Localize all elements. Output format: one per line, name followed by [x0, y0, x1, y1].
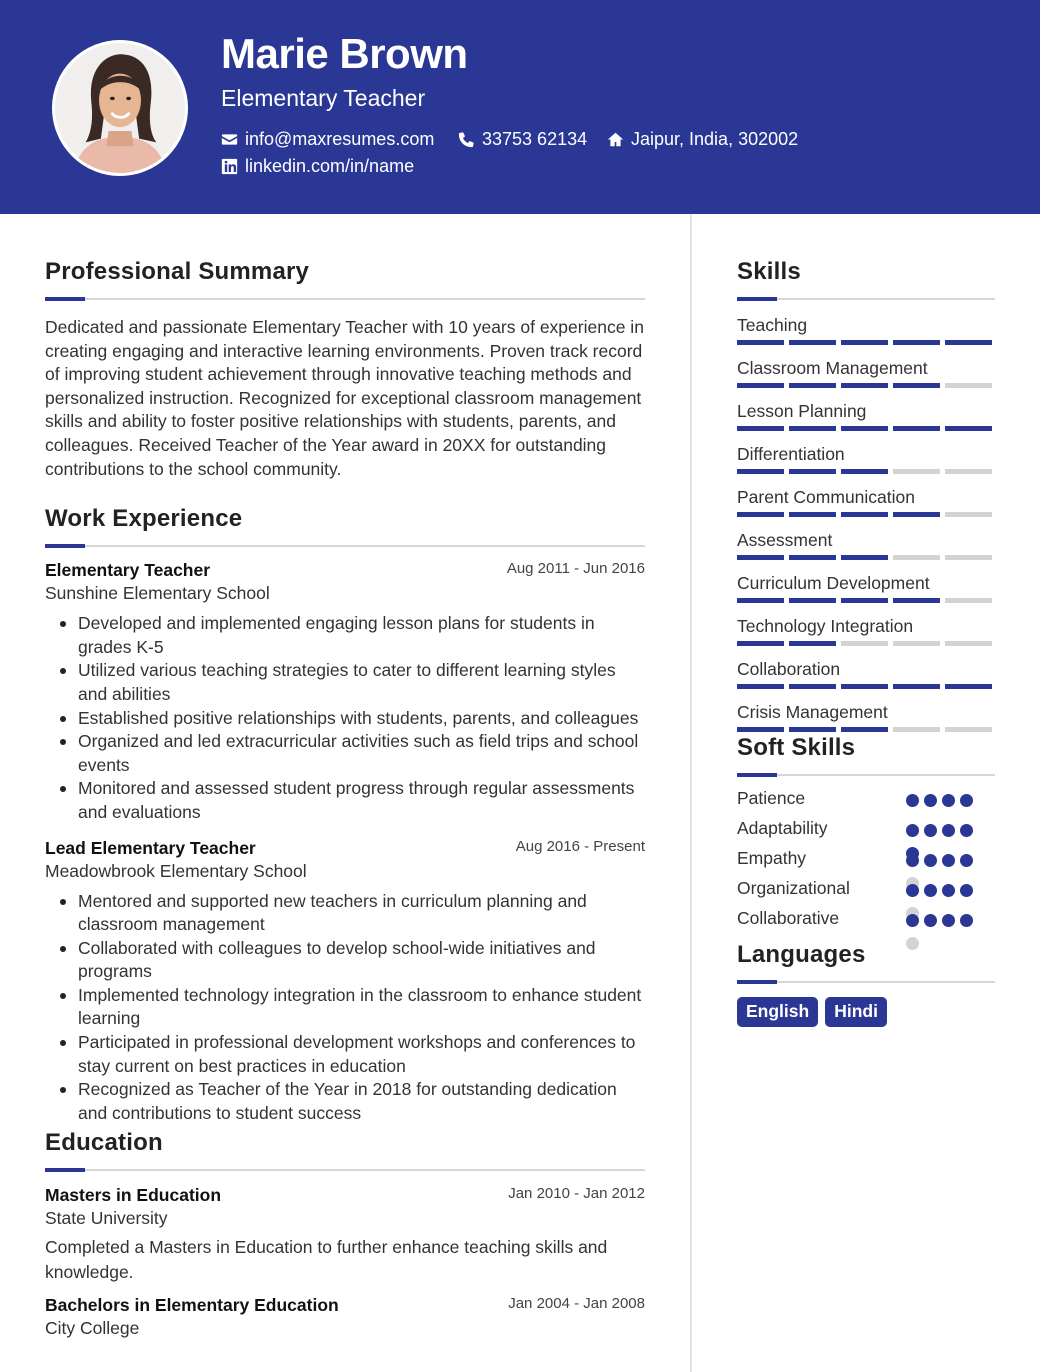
section-rule: [45, 545, 645, 547]
skill-item: [737, 487, 995, 530]
list-item: Established positive relationships with students, parents, and colleagues: [45, 707, 645, 731]
skill-name: Collaboration: [737, 659, 841, 679]
skill-level-segment: [841, 469, 888, 474]
list-item: Organized and led extracurricular activities such as field trips and school events: [45, 730, 645, 777]
rating-dot: [942, 794, 955, 807]
candidate-name: Marie Brown: [221, 30, 468, 77]
contact-linkedin-text: linkedin.com/in/name: [245, 156, 415, 176]
soft-skill-item: [737, 908, 995, 938]
section-rule: [45, 1169, 645, 1171]
skill-name: Classroom Management: [737, 358, 928, 378]
skill-level-segment: [945, 469, 992, 474]
job-entry: [45, 838, 645, 1126]
education-entry: [45, 1295, 645, 1339]
skill-level-segment: [841, 426, 888, 431]
education-entry: [45, 1185, 645, 1284]
rating-dot: [906, 937, 919, 950]
skill-level-segment: [789, 340, 836, 345]
skill-level-bar: [737, 641, 992, 646]
skill-level-segment: [737, 340, 784, 345]
list-item: Utilized various teaching strategies to cater to different learning styles and abilities: [45, 659, 645, 706]
soft-skill-name: Patience: [737, 788, 806, 808]
skills-list: [737, 315, 995, 745]
skill-level-segment: [841, 684, 888, 689]
skill-level-segment: [893, 555, 940, 560]
contact-location-text: Jaipur, India, 302002: [631, 129, 799, 149]
rating-dot: [906, 824, 919, 837]
skill-level-segment: [893, 383, 940, 388]
skill-item: [737, 315, 995, 358]
job-title: Lead Elementary Teacher: [45, 837, 256, 858]
summary-text: Dedicated and passionate Elementary Teacher with 10 years of experience in creating engaging and interactive learning environments. Proven track record of improving student achievement through innovative teaching methods and personalized instruction. Recognized for exceptional classroom management skills and ability to foster positive relationships with students, parents, and colleagues. Received Teacher of the Year award in 20XX for outstanding contributions to the school community.: [45, 317, 644, 479]
contact-linkedin[interactable]: [221, 156, 414, 177]
rating-dot: [942, 914, 955, 927]
phone-icon: [458, 131, 475, 148]
contact-location: [607, 129, 798, 150]
skill-level-segment: [945, 512, 992, 517]
skill-level-segment: [945, 641, 992, 646]
soft-skill-item: [737, 818, 995, 848]
skill-level-segment: [945, 340, 992, 345]
list-item: Monitored and assessed student progress through regular assessments and evaluations: [45, 777, 645, 824]
job-bullets: [45, 612, 645, 824]
rating-dot: [924, 884, 937, 897]
soft-skill-rating: [906, 914, 978, 950]
skill-item: [737, 702, 995, 745]
skill-level-bar: [737, 598, 992, 603]
list-item: Mentored and supported new teachers in curriculum planning and classroom management: [45, 890, 645, 937]
linkedin-icon: [221, 158, 238, 175]
skill-level-segment: [945, 426, 992, 431]
skill-level-bar: [737, 684, 992, 689]
soft-skill-name: Organizational: [737, 878, 850, 898]
skill-level-segment: [841, 641, 888, 646]
skill-item: [737, 530, 995, 573]
skill-level-segment: [945, 684, 992, 689]
skill-level-segment: [789, 641, 836, 646]
education-description: Completed a Masters in Education to further enhance teaching skills and knowledge.: [45, 1237, 608, 1282]
list-item: Recognized as Teacher of the Year in 2018 for outstanding dedication and contributions to student success: [45, 1078, 645, 1125]
job-bullets: [45, 890, 645, 1126]
skill-item: [737, 616, 995, 659]
skill-name: Technology Integration: [737, 616, 914, 636]
education-dates: Jan 2004 - Jan 2008: [508, 1295, 645, 1313]
sidebar-column: [737, 258, 995, 1027]
skill-name: Curriculum Development: [737, 573, 930, 593]
soft-skills-section: [737, 734, 995, 938]
skill-level-bar: [737, 555, 992, 560]
section-rule: [737, 981, 995, 983]
skill-level-bar: [737, 727, 992, 732]
rating-dot: [906, 854, 919, 867]
skill-level-segment: [789, 684, 836, 689]
skill-level-segment: [841, 727, 888, 732]
rating-dot: [906, 794, 919, 807]
soft-skill-name: Collaborative: [737, 908, 840, 928]
skill-level-segment: [789, 727, 836, 732]
section-rule: [45, 298, 645, 300]
skill-level-bar: [737, 426, 992, 431]
envelope-icon: [221, 131, 238, 148]
skill-level-segment: [893, 426, 940, 431]
skills-heading: Skills: [737, 258, 801, 285]
education-section: [45, 1129, 645, 1339]
list-item: Developed and implemented engaging lesson plans for students in grades K-5: [45, 612, 645, 659]
skill-level-segment: [789, 555, 836, 560]
contact-phone-text: 33753 62134: [482, 129, 588, 149]
school-name: City College: [45, 1318, 140, 1339]
soft-skill-item: [737, 848, 995, 878]
skill-level-segment: [737, 469, 784, 474]
job-entry: [45, 560, 645, 824]
skill-name: Crisis Management: [737, 702, 888, 722]
soft-skills-list: [737, 788, 995, 938]
contact-email-text: info@maxresumes.com: [245, 129, 435, 149]
soft-skill-name: Empathy: [737, 848, 807, 868]
skill-level-segment: [737, 383, 784, 388]
skill-level-segment: [737, 727, 784, 732]
skill-level-segment: [789, 469, 836, 474]
rating-dot: [960, 884, 973, 897]
language-badge: English: [737, 997, 818, 1027]
job-organization: Sunshine Elementary School: [45, 583, 270, 604]
skill-item: [737, 444, 995, 487]
candidate-title: Elementary Teacher: [221, 85, 426, 111]
education-dates: Jan 2010 - Jan 2012: [508, 1185, 645, 1203]
skill-level-segment: [945, 598, 992, 603]
rating-dot: [960, 914, 973, 927]
experience-heading: Work Experience: [45, 505, 243, 533]
skill-level-segment: [737, 555, 784, 560]
soft-skill-rating: [906, 794, 978, 807]
languages-section: [737, 941, 995, 1027]
skill-name: Teaching: [737, 315, 808, 335]
rating-dot: [906, 914, 919, 927]
skill-item: [737, 659, 995, 702]
skill-level-segment: [789, 512, 836, 517]
skill-name: Assessment: [737, 530, 833, 550]
languages-heading: Languages: [737, 941, 866, 968]
degree-title: Bachelors in Elementary Education: [45, 1295, 339, 1316]
skill-level-segment: [945, 383, 992, 388]
rating-dot: [942, 884, 955, 897]
skill-level-segment: [893, 727, 940, 732]
skill-level-segment: [789, 426, 836, 431]
rating-dot: [906, 884, 919, 897]
summary-heading: Professional Summary: [45, 258, 310, 285]
soft-skill-item: [737, 878, 995, 908]
home-icon: [607, 131, 624, 148]
skill-level-segment: [789, 598, 836, 603]
education-heading: Education: [45, 1129, 163, 1157]
rating-dot: [960, 794, 973, 807]
languages-list: [737, 997, 995, 1027]
column-divider: [690, 214, 692, 1372]
skill-level-bar: [737, 512, 992, 517]
skill-level-bar: [737, 383, 992, 388]
profile-photo: [52, 40, 188, 176]
skill-level-segment: [893, 598, 940, 603]
person-portrait-icon: [55, 43, 185, 173]
summary-section: [45, 258, 645, 481]
section-rule: [737, 774, 995, 776]
skill-name: Lesson Planning: [737, 401, 867, 421]
skill-name: Parent Communication: [737, 487, 915, 507]
skill-level-segment: [841, 555, 888, 560]
list-item: Participated in professional development workshops and conferences to stay current on best practices in education: [45, 1031, 645, 1078]
skill-level-segment: [737, 641, 784, 646]
skill-item: [737, 573, 995, 616]
soft-skill-item: [737, 788, 995, 818]
skill-level-segment: [893, 512, 940, 517]
job-organization: Meadowbrook Elementary School: [45, 860, 307, 881]
experience-section: [45, 505, 645, 1125]
skill-level-segment: [841, 598, 888, 603]
contact-email[interactable]: [221, 129, 434, 150]
language-badge: Hindi: [825, 997, 887, 1027]
list-item: Collaborated with colleagues to develop school-wide initiatives and programs: [45, 937, 645, 984]
skill-level-segment: [841, 512, 888, 517]
skill-item: [737, 358, 995, 401]
skill-name: Differentiation: [737, 444, 845, 464]
resume-header: [0, 0, 1040, 214]
skill-level-segment: [893, 469, 940, 474]
rating-dot: [942, 854, 955, 867]
job-title: Elementary Teacher: [45, 560, 211, 581]
list-item: Implemented technology integration in the classroom to enhance student learning: [45, 984, 645, 1031]
skill-level-segment: [737, 426, 784, 431]
main-column: [45, 258, 645, 1339]
contact-phone[interactable]: [458, 129, 587, 150]
soft-skills-heading: Soft Skills: [737, 734, 856, 761]
skill-level-segment: [893, 340, 940, 345]
skill-level-segment: [945, 727, 992, 732]
school-name: State University: [45, 1208, 168, 1229]
section-rule: [737, 298, 995, 300]
skills-section: [737, 258, 995, 745]
skill-level-bar: [737, 469, 992, 474]
skill-level-segment: [893, 684, 940, 689]
skill-level-segment: [737, 598, 784, 603]
skill-level-bar: [737, 340, 992, 345]
rating-dot: [960, 854, 973, 867]
rating-dot: [960, 824, 973, 837]
soft-skill-name: Adaptability: [737, 818, 828, 838]
skill-level-segment: [945, 555, 992, 560]
skill-level-segment: [789, 383, 836, 388]
skill-item: [737, 401, 995, 444]
job-dates: Aug 2016 - Present: [515, 837, 645, 855]
rating-dot: [942, 824, 955, 837]
skill-level-segment: [737, 684, 784, 689]
skill-level-segment: [893, 641, 940, 646]
skill-level-segment: [841, 383, 888, 388]
rating-dot: [924, 914, 937, 927]
job-dates: Aug 2011 - Jun 2016: [506, 560, 645, 578]
rating-dot: [924, 824, 937, 837]
rating-dot: [924, 854, 937, 867]
skill-level-segment: [841, 340, 888, 345]
degree-title: Masters in Education: [45, 1185, 222, 1206]
skill-level-segment: [737, 512, 784, 517]
rating-dot: [924, 794, 937, 807]
